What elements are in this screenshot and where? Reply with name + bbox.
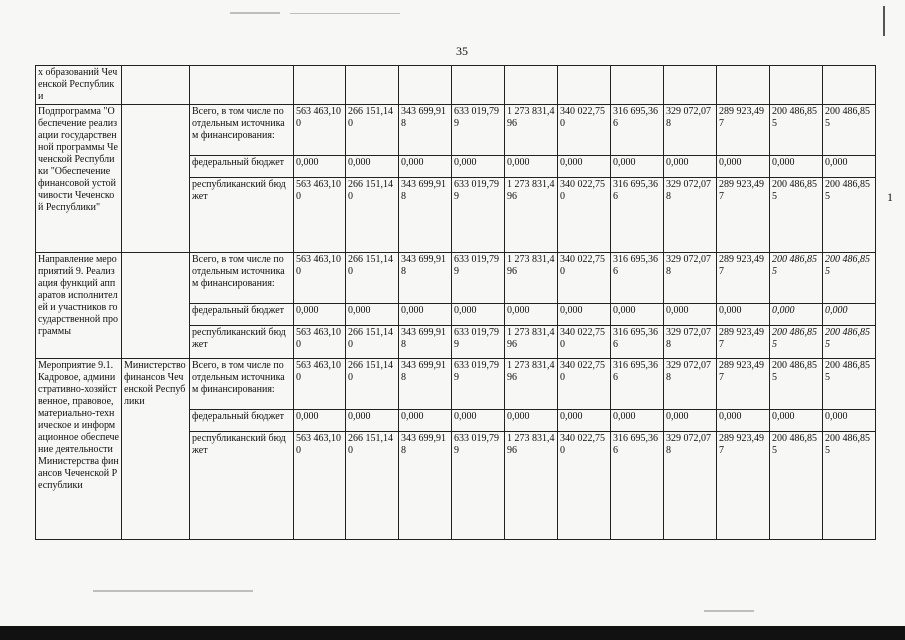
value-cell: 343 699,918 [399,178,452,253]
value-cell: 0,000 [717,156,770,178]
value-cell: 0,000 [294,304,346,326]
value-cell: 343 699,918 [399,359,452,410]
executor-cell [122,66,190,105]
value-cell: 340 022,750 [558,105,611,156]
value-cell: 633 019,799 [452,105,505,156]
source-cell: Всего, в том числе по отдельным источникам финансирования: [190,253,294,304]
value-cell: 0,000 [717,410,770,432]
value-cell: 340 022,750 [558,432,611,540]
value-cell: 329 072,078 [664,253,717,304]
value-cell: 633 019,799 [452,359,505,410]
scan-edge [0,626,905,640]
value-cell: 1 273 831,496 [505,359,558,410]
table-row [36,105,876,156]
value-cell: 633 019,799 [452,326,505,359]
value-cell: 340 022,750 [558,326,611,359]
executor-cell [122,253,190,359]
value-cell: 0,000 [399,304,452,326]
value-cell: 329 072,078 [664,105,717,156]
value-cell: 1 273 831,496 [505,326,558,359]
value-cell: 1 273 831,496 [505,432,558,540]
value-cell: 0,000 [611,156,664,178]
value-cell: 0,000 [770,410,823,432]
value-cell [294,66,346,105]
value-cell: 0,000 [346,410,399,432]
value-cell: 633 019,799 [452,178,505,253]
table-row [36,253,876,304]
scan-artifact [704,610,754,612]
value-cell: 1 273 831,496 [505,253,558,304]
source-cell: республиканский бюджет [190,178,294,253]
value-cell: 316 695,366 [611,359,664,410]
value-cell: 0,000 [399,410,452,432]
scan-artifact [290,13,400,14]
value-cell: 289 923,497 [717,105,770,156]
value-cell: 316 695,366 [611,105,664,156]
value-cell: 289 923,497 [717,432,770,540]
value-cell [664,66,717,105]
value-cell: 289 923,497 [717,178,770,253]
value-cell: 329 072,078 [664,178,717,253]
value-cell: 343 699,918 [399,432,452,540]
value-cell: 0,000 [399,156,452,178]
value-cell: 266 151,140 [346,178,399,253]
value-cell: 266 151,140 [346,105,399,156]
value-cell [452,66,505,105]
program-name-cell: Подпрограмма "Обеспечение реализации государственной программы Чеченской Республики "Обеспечение финансовой устойчивости Чеченской Республики" [36,105,122,253]
value-cell: 316 695,366 [611,253,664,304]
value-cell: 200 486,855 [770,359,823,410]
value-cell [823,66,876,105]
source-cell [190,66,294,105]
value-cell: 1 273 831,496 [505,105,558,156]
source-cell: федеральный бюджет [190,410,294,432]
value-cell: 0,000 [664,156,717,178]
value-cell: 200 486,855 [823,105,876,156]
value-cell [717,66,770,105]
value-cell: 0,000 [664,304,717,326]
value-cell: 563 463,100 [294,105,346,156]
value-cell: 266 151,140 [346,359,399,410]
value-cell: 289 923,497 [717,326,770,359]
value-cell: 0,000 [346,156,399,178]
executor-cell: Министерство финансов Чеченской Республики [122,359,190,540]
scan-artifact [93,590,253,592]
value-cell: 340 022,750 [558,178,611,253]
value-cell: 200 486,855 [823,432,876,540]
value-cell: 0,000 [823,156,876,178]
value-cell: 316 695,366 [611,178,664,253]
value-cell: 200 486,855 [823,326,876,359]
program-name-cell: х образований Чеченской Республики [36,66,122,105]
table-row [36,66,876,105]
value-cell: 0,000 [346,304,399,326]
source-cell: республиканский бюджет [190,326,294,359]
source-cell: Всего, в том числе по отдельным источникам финансирования: [190,359,294,410]
value-cell: 563 463,100 [294,359,346,410]
program-name-cell: Мероприятие 9.1. Кадровое, административно-хозяйственное, правовое, материально-техническое и информационное обеспечение деятельности Министерства финансов Чеченской Республики [36,359,122,540]
value-cell: 0,000 [294,156,346,178]
value-cell: 0,000 [611,304,664,326]
value-cell: 329 072,078 [664,432,717,540]
source-cell: федеральный бюджет [190,156,294,178]
value-cell: 266 151,140 [346,432,399,540]
value-cell: 563 463,100 [294,326,346,359]
value-cell: 1 273 831,496 [505,178,558,253]
source-cell: Всего, в том числе по отдельным источникам финансирования: [190,105,294,156]
value-cell: 200 486,855 [823,253,876,304]
value-cell: 340 022,750 [558,359,611,410]
value-cell: 0,000 [823,410,876,432]
value-cell: 289 923,497 [717,253,770,304]
value-cell: 316 695,366 [611,432,664,540]
source-cell: республиканский бюджет [190,432,294,540]
value-cell: 633 019,799 [452,432,505,540]
value-cell: 0,000 [452,304,505,326]
value-cell: 0,000 [294,410,346,432]
value-cell: 0,000 [558,304,611,326]
table-row [36,359,876,410]
scan-artifact [230,12,280,14]
value-cell [346,66,399,105]
value-cell: 0,000 [823,304,876,326]
value-cell: 340 022,750 [558,253,611,304]
value-cell: 329 072,078 [664,326,717,359]
value-cell [505,66,558,105]
value-cell [399,66,452,105]
value-cell: 0,000 [717,304,770,326]
program-name-cell: Направление мероприятий 9. Реализация функций аппаратов исполнителей и участников государственной программы [36,253,122,359]
scan-artifact [883,6,891,36]
value-cell: 266 151,140 [346,326,399,359]
value-cell: 0,000 [452,410,505,432]
source-cell: федеральный бюджет [190,304,294,326]
value-cell: 0,000 [558,156,611,178]
value-cell: 329 072,078 [664,359,717,410]
value-cell: 0,000 [505,410,558,432]
value-cell: 343 699,918 [399,253,452,304]
value-cell: 200 486,855 [823,178,876,253]
margin-mark: 1 [887,190,893,204]
value-cell: 0,000 [770,304,823,326]
value-cell: 563 463,100 [294,432,346,540]
value-cell: 0,000 [770,156,823,178]
value-cell: 0,000 [505,304,558,326]
value-cell: 0,000 [558,410,611,432]
value-cell [611,66,664,105]
value-cell [558,66,611,105]
value-cell: 633 019,799 [452,253,505,304]
value-cell: 200 486,855 [770,326,823,359]
value-cell: 266 151,140 [346,253,399,304]
funding-table [35,65,876,540]
value-cell: 343 699,918 [399,326,452,359]
value-cell: 0,000 [452,156,505,178]
value-cell: 200 486,855 [770,105,823,156]
value-cell: 200 486,855 [770,253,823,304]
value-cell: 200 486,855 [823,359,876,410]
value-cell: 0,000 [505,156,558,178]
executor-cell [122,105,190,253]
page-number: 35 [456,44,468,58]
value-cell: 200 486,855 [770,432,823,540]
value-cell: 200 486,855 [770,178,823,253]
value-cell [770,66,823,105]
value-cell: 563 463,100 [294,178,346,253]
value-cell: 563 463,100 [294,253,346,304]
value-cell: 316 695,366 [611,326,664,359]
value-cell: 343 699,918 [399,105,452,156]
value-cell: 0,000 [611,410,664,432]
value-cell: 289 923,497 [717,359,770,410]
value-cell: 0,000 [664,410,717,432]
